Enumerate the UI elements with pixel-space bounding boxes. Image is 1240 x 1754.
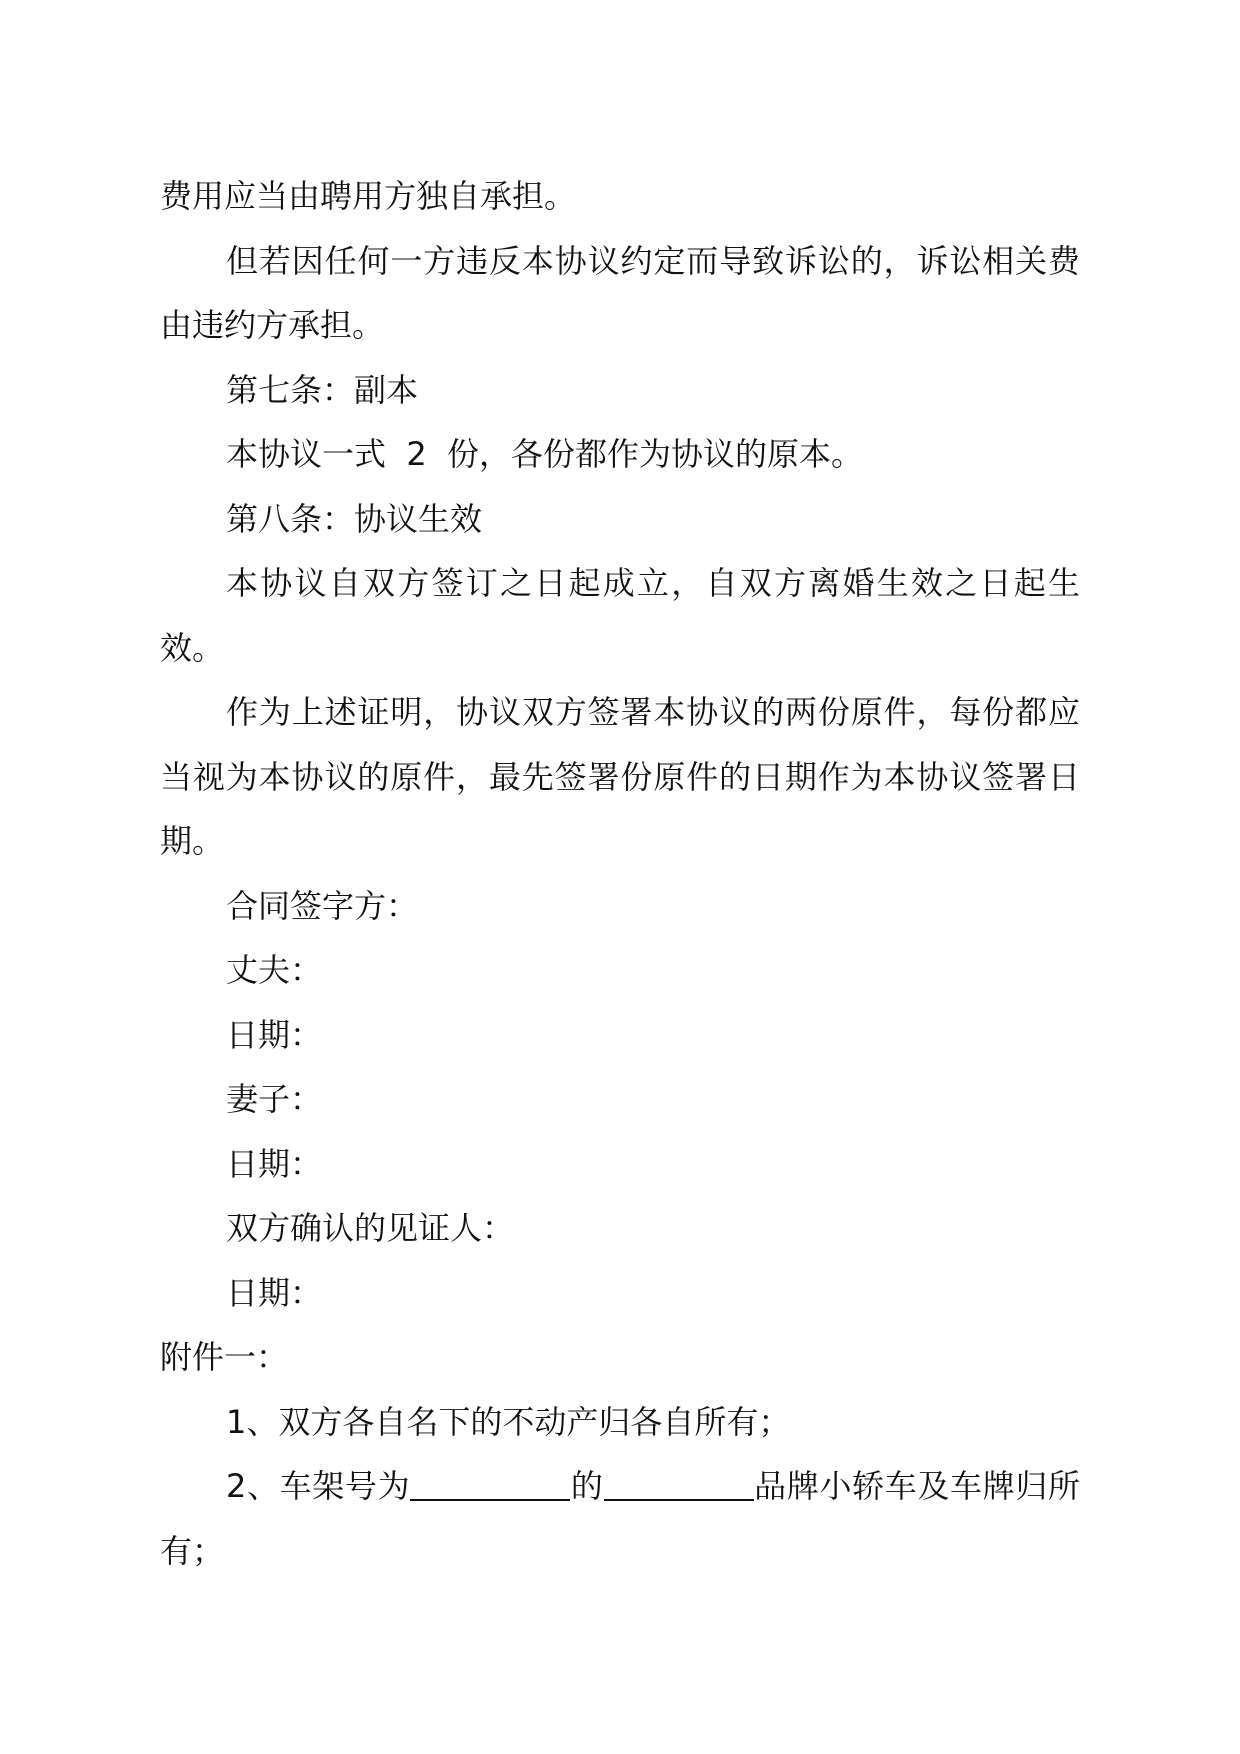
label-witness-date: 日期： (226, 1273, 323, 1312)
label-wife: 妻子： (226, 1080, 323, 1118)
list-item-vehicle (160, 1454, 1080, 1583)
brand-blank-line (604, 1469, 754, 1501)
paragraph-witness-statement: 作为上述证明，协议双方签署本协议的两份原件，每份都应当视为本协议的原件，最先签署份原件的日期作为本协议签署日期。 (160, 693, 1080, 860)
paragraph-litigation-cost: 但若因任何一方违反本协议约定而导致诉讼的，诉讼相关费由违约方承担。 (160, 241, 1080, 344)
label-husband: 丈夫： (226, 951, 323, 989)
label-witness: 双方确认的见证人： (226, 1209, 515, 1247)
list-item-real-estate: 1、双方各自名下的不动产归各自所有； (226, 1402, 791, 1441)
heading-article-8: 第八条：协议生效 (226, 499, 483, 538)
document-body (160, 164, 1080, 1583)
vin-blank-line (410, 1469, 570, 1501)
heading-article-7: 第七条：副本 (226, 370, 419, 409)
vehicle-text-2: 的 (570, 1467, 604, 1505)
paragraph-cost-continuation: 费用应当由聘用方独自承担。 (160, 177, 577, 215)
vehicle-text-1: 2、车架号为 (226, 1467, 411, 1505)
vehicle-text-3: 品牌小轿车及车牌归所有； (160, 1467, 1080, 1570)
label-signing-parties: 合同签字方： (226, 886, 419, 925)
heading-attachment-1: 附件一： (160, 1338, 289, 1376)
paragraph-copies: 本协议一式 2 份，各份都作为协议的原本。 (226, 435, 864, 473)
label-wife-date: 日期： (226, 1144, 323, 1183)
label-husband-date: 日期： (226, 1015, 323, 1054)
paragraph-effective: 本协议自双方签订之日起成立，自双方离婚生效之日起生效。 (160, 564, 1080, 667)
